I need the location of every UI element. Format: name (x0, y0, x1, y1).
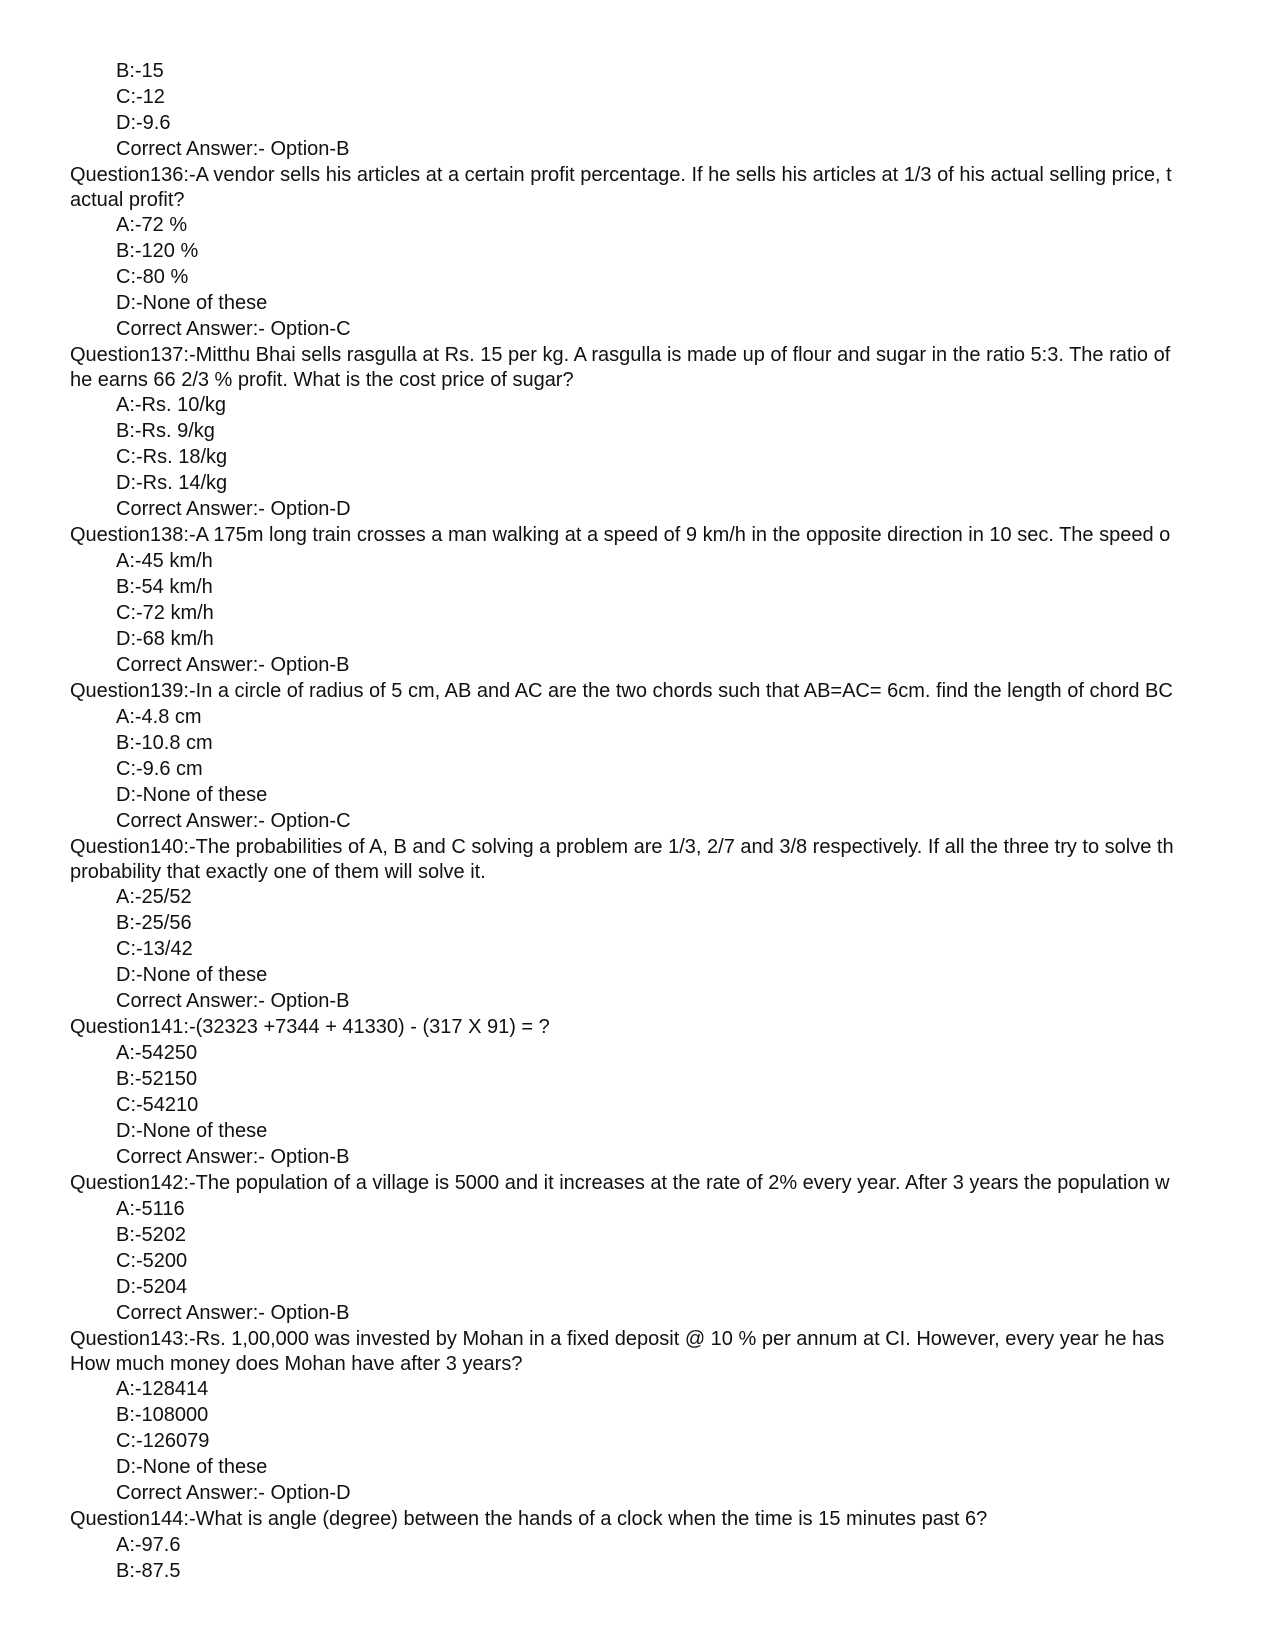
option-line: D:-None of these (116, 1456, 268, 1478)
correct-answer: Correct Answer:- Option-B (116, 1302, 350, 1324)
option-line: B:-Rs. 9/kg (116, 420, 215, 442)
option-line: D:-None of these (116, 1120, 268, 1142)
option-line: B:-108000 (116, 1404, 209, 1426)
question-text-continued: actual profit? (70, 189, 185, 211)
option-line: D:-9.6 (116, 112, 171, 134)
question-text-continued: he earns 66 2/3 % profit. What is the cost price of sugar? (70, 369, 574, 391)
option-line: A:-72 % (116, 214, 188, 236)
question-text: Question144:-What is angle (degree) between the hands of a clock when the time is 15 minutes past 6? (70, 1508, 988, 1530)
option-line: D:-None of these (116, 292, 268, 314)
question-text: Question136:-A vendor sells his articles at a certain profit percentage. If he sells his articles at 1/3 of his actual selling price, t (70, 164, 1172, 186)
option-line: B:-120 % (116, 240, 199, 262)
option-line: A:-Rs. 10/kg (116, 394, 227, 416)
option-line: D:-None of these (116, 964, 268, 986)
option-line: A:-45 km/h (116, 550, 213, 572)
question-block (0, 834, 1275, 1014)
option-line: C:-72 km/h (116, 602, 214, 624)
question-block-continued (0, 58, 1275, 162)
option-line: B:-25/56 (116, 912, 192, 934)
question-block (0, 1170, 1275, 1326)
correct-answer: Correct Answer:- Option-B (116, 654, 350, 676)
question-block (0, 162, 1275, 342)
question-text: Question142:-The population of a village is 5000 and it increases at the rate of 2% every year. After 3 years the population w (70, 1172, 1170, 1194)
question-block (0, 1326, 1275, 1506)
option-line: A:-54250 (116, 1042, 198, 1064)
option-line: A:-25/52 (116, 886, 192, 908)
option-line: B:-54 km/h (116, 576, 213, 598)
option-line: C:-80 % (116, 266, 189, 288)
option-line: B:-10.8 cm (116, 732, 213, 754)
question-text-continued: probability that exactly one of them will solve it. (70, 861, 486, 883)
correct-answer: Correct Answer:- Option-B (116, 990, 350, 1012)
question-block (0, 1506, 1275, 1584)
correct-answer: Correct Answer:- Option-D (116, 1482, 351, 1504)
option-line: A:-128414 (116, 1378, 209, 1400)
question-text: Question138:-A 175m long train crosses a man walking at a speed of 9 km/h in the opposite direction in 10 sec. The speed o (70, 524, 1171, 546)
option-line: D:-5204 (116, 1276, 188, 1298)
question-block (0, 1014, 1275, 1170)
correct-answer: Correct Answer:- Option-D (116, 498, 351, 520)
question-block (0, 678, 1275, 834)
correct-answer: Correct Answer:- Option-B (116, 138, 350, 160)
option-line: B:-15 (116, 60, 164, 82)
option-line: C:-54210 (116, 1094, 199, 1116)
option-line: B:-52150 (116, 1068, 198, 1090)
correct-answer: Correct Answer:- Option-B (116, 1146, 350, 1168)
option-line: A:-97.6 (116, 1534, 181, 1556)
question-block (0, 522, 1275, 678)
option-line: C:-5200 (116, 1250, 188, 1272)
question-block (0, 342, 1275, 522)
question-text: Question140:-The probabilities of A, B and C solving a problem are 1/3, 2/7 and 3/8 respectively. If all the three try to solve th (70, 836, 1174, 858)
option-line: A:-5116 (116, 1198, 185, 1220)
option-line: D:-68 km/h (116, 628, 214, 650)
correct-answer: Correct Answer:- Option-C (116, 810, 351, 832)
option-line: B:-87.5 (116, 1560, 181, 1582)
option-line: C:-Rs. 18/kg (116, 446, 228, 468)
option-line: D:-None of these (116, 784, 268, 806)
question-text: Question137:-Mitthu Bhai sells rasgulla at Rs. 15 per kg. A rasgulla is made up of flour and sugar in the ratio 5:3. The ratio of (70, 344, 1171, 366)
document-page (0, 58, 1275, 1651)
question-text-continued: How much money does Mohan have after 3 years? (70, 1353, 523, 1375)
option-line: D:-Rs. 14/kg (116, 472, 228, 494)
question-text: Question139:-In a circle of radius of 5 cm, AB and AC are the two chords such that AB=AC= 6cm. find the length of chord BC (70, 680, 1173, 702)
option-line: C:-13/42 (116, 938, 193, 960)
option-line: C:-126079 (116, 1430, 210, 1452)
option-line: C:-12 (116, 86, 165, 108)
question-text: Question143:-Rs. 1,00,000 was invested by Mohan in a fixed deposit @ 10 % per annum at CI. However, every year he has (70, 1328, 1165, 1350)
option-line: B:-5202 (116, 1224, 187, 1246)
option-line: C:-9.6 cm (116, 758, 203, 780)
option-line: A:-4.8 cm (116, 706, 202, 728)
question-text: Question141:-(32323 +7344 + 41330) - (317 X 91) = ? (70, 1016, 550, 1038)
correct-answer: Correct Answer:- Option-C (116, 318, 351, 340)
